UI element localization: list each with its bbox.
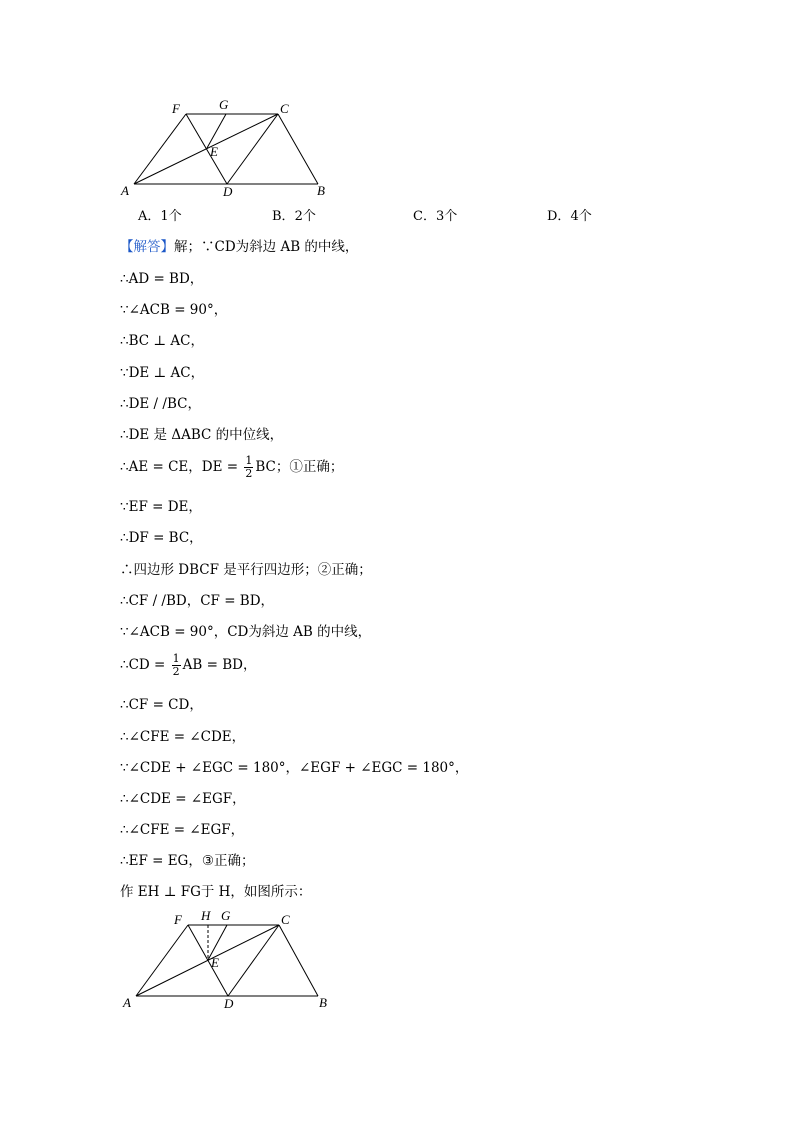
fig2-label-d: D [224,996,234,1011]
fig1-label-f: F [172,101,180,116]
fig2-label-g: G [221,908,231,923]
solution-line-9: ∵EF = DE， [120,499,202,515]
answer-options [0,205,793,225]
option-d[interactable]: D．4个 [547,209,592,224]
fig1-label-b: B [317,183,325,198]
solution-line-19: ∴∠CFE = ∠EGF， [120,822,245,838]
option-a[interactable]: A．1个 [138,209,182,224]
fig2-label-f: F [174,912,182,927]
figure-2 [136,925,318,996]
solution-line-17: ∵∠CDE + ∠EGC = 180°，∠EGF + ∠EGC = 180°， [120,760,469,776]
solution-line-4: ∴BC ⊥ AC， [120,333,204,349]
option-c[interactable]: C．3个 [413,209,458,224]
fig2-label-b: B [319,995,327,1010]
answer-tag: 【解答】 [120,239,174,255]
fig1-label-a: A [121,183,129,198]
fig1-label-c: C [280,101,289,116]
solution-line-8: ∴AE = CE，DE = $\frac{1}{2}$ BC；①正确； [120,454,344,480]
solution-line-7: ∴DE 是 ΔABC 的中位线， [120,427,284,443]
option-b[interactable]: B．2个 [272,209,316,224]
fig1-label-e: E [210,144,218,159]
fig2-label-e: E [211,955,219,970]
solution-line-20: ∴EF = EG，③正确； [120,853,255,869]
fig1-label-d: D [223,184,233,199]
solution-line-14: ∴CD = $\frac{1}{2}$ AB = BD， [120,652,257,678]
solution-line-11: ∴四边形 DBCF 是平行四边形；②正确； [120,562,372,578]
solution-line-5: ∵DE ⊥ AC， [120,365,205,381]
solution-line-18: ∴∠CDE = ∠EGF， [120,791,246,807]
fraction-half-2: $\frac{1}{2}$ [172,652,180,678]
figure-1 [134,114,318,184]
solution-line-15: ∴CF = CD， [120,697,203,713]
solution-line-10: ∴DF = BC， [120,530,203,546]
fraction-half: $\frac{1}{2}$ [245,454,253,480]
fig2-label-c: C [281,912,290,927]
fig1-label-g: G [219,97,229,112]
solution-line-3: ∵∠ACB = 90°， [120,302,228,318]
fig2-label-a: A [123,995,131,1010]
solution-line-16: ∴∠CFE = ∠CDE， [120,729,246,745]
solution-line-21: 作 EH ⊥ FG于 H，如图所示： [120,884,312,900]
solution-line-12: ∴CF / /BD，CF = BD， [120,593,275,609]
solution-line-13: ∵∠ACB = 90°，CD为斜边 AB 的中线， [120,624,372,640]
fig2-label-h: H [201,908,211,923]
solution-line-1: 【解答】解；∵CD为斜边 AB 的中线， [120,239,359,255]
solution-line-2: ∴AD = BD， [120,271,204,287]
solution-line-6: ∴DE / /BC， [120,396,201,412]
